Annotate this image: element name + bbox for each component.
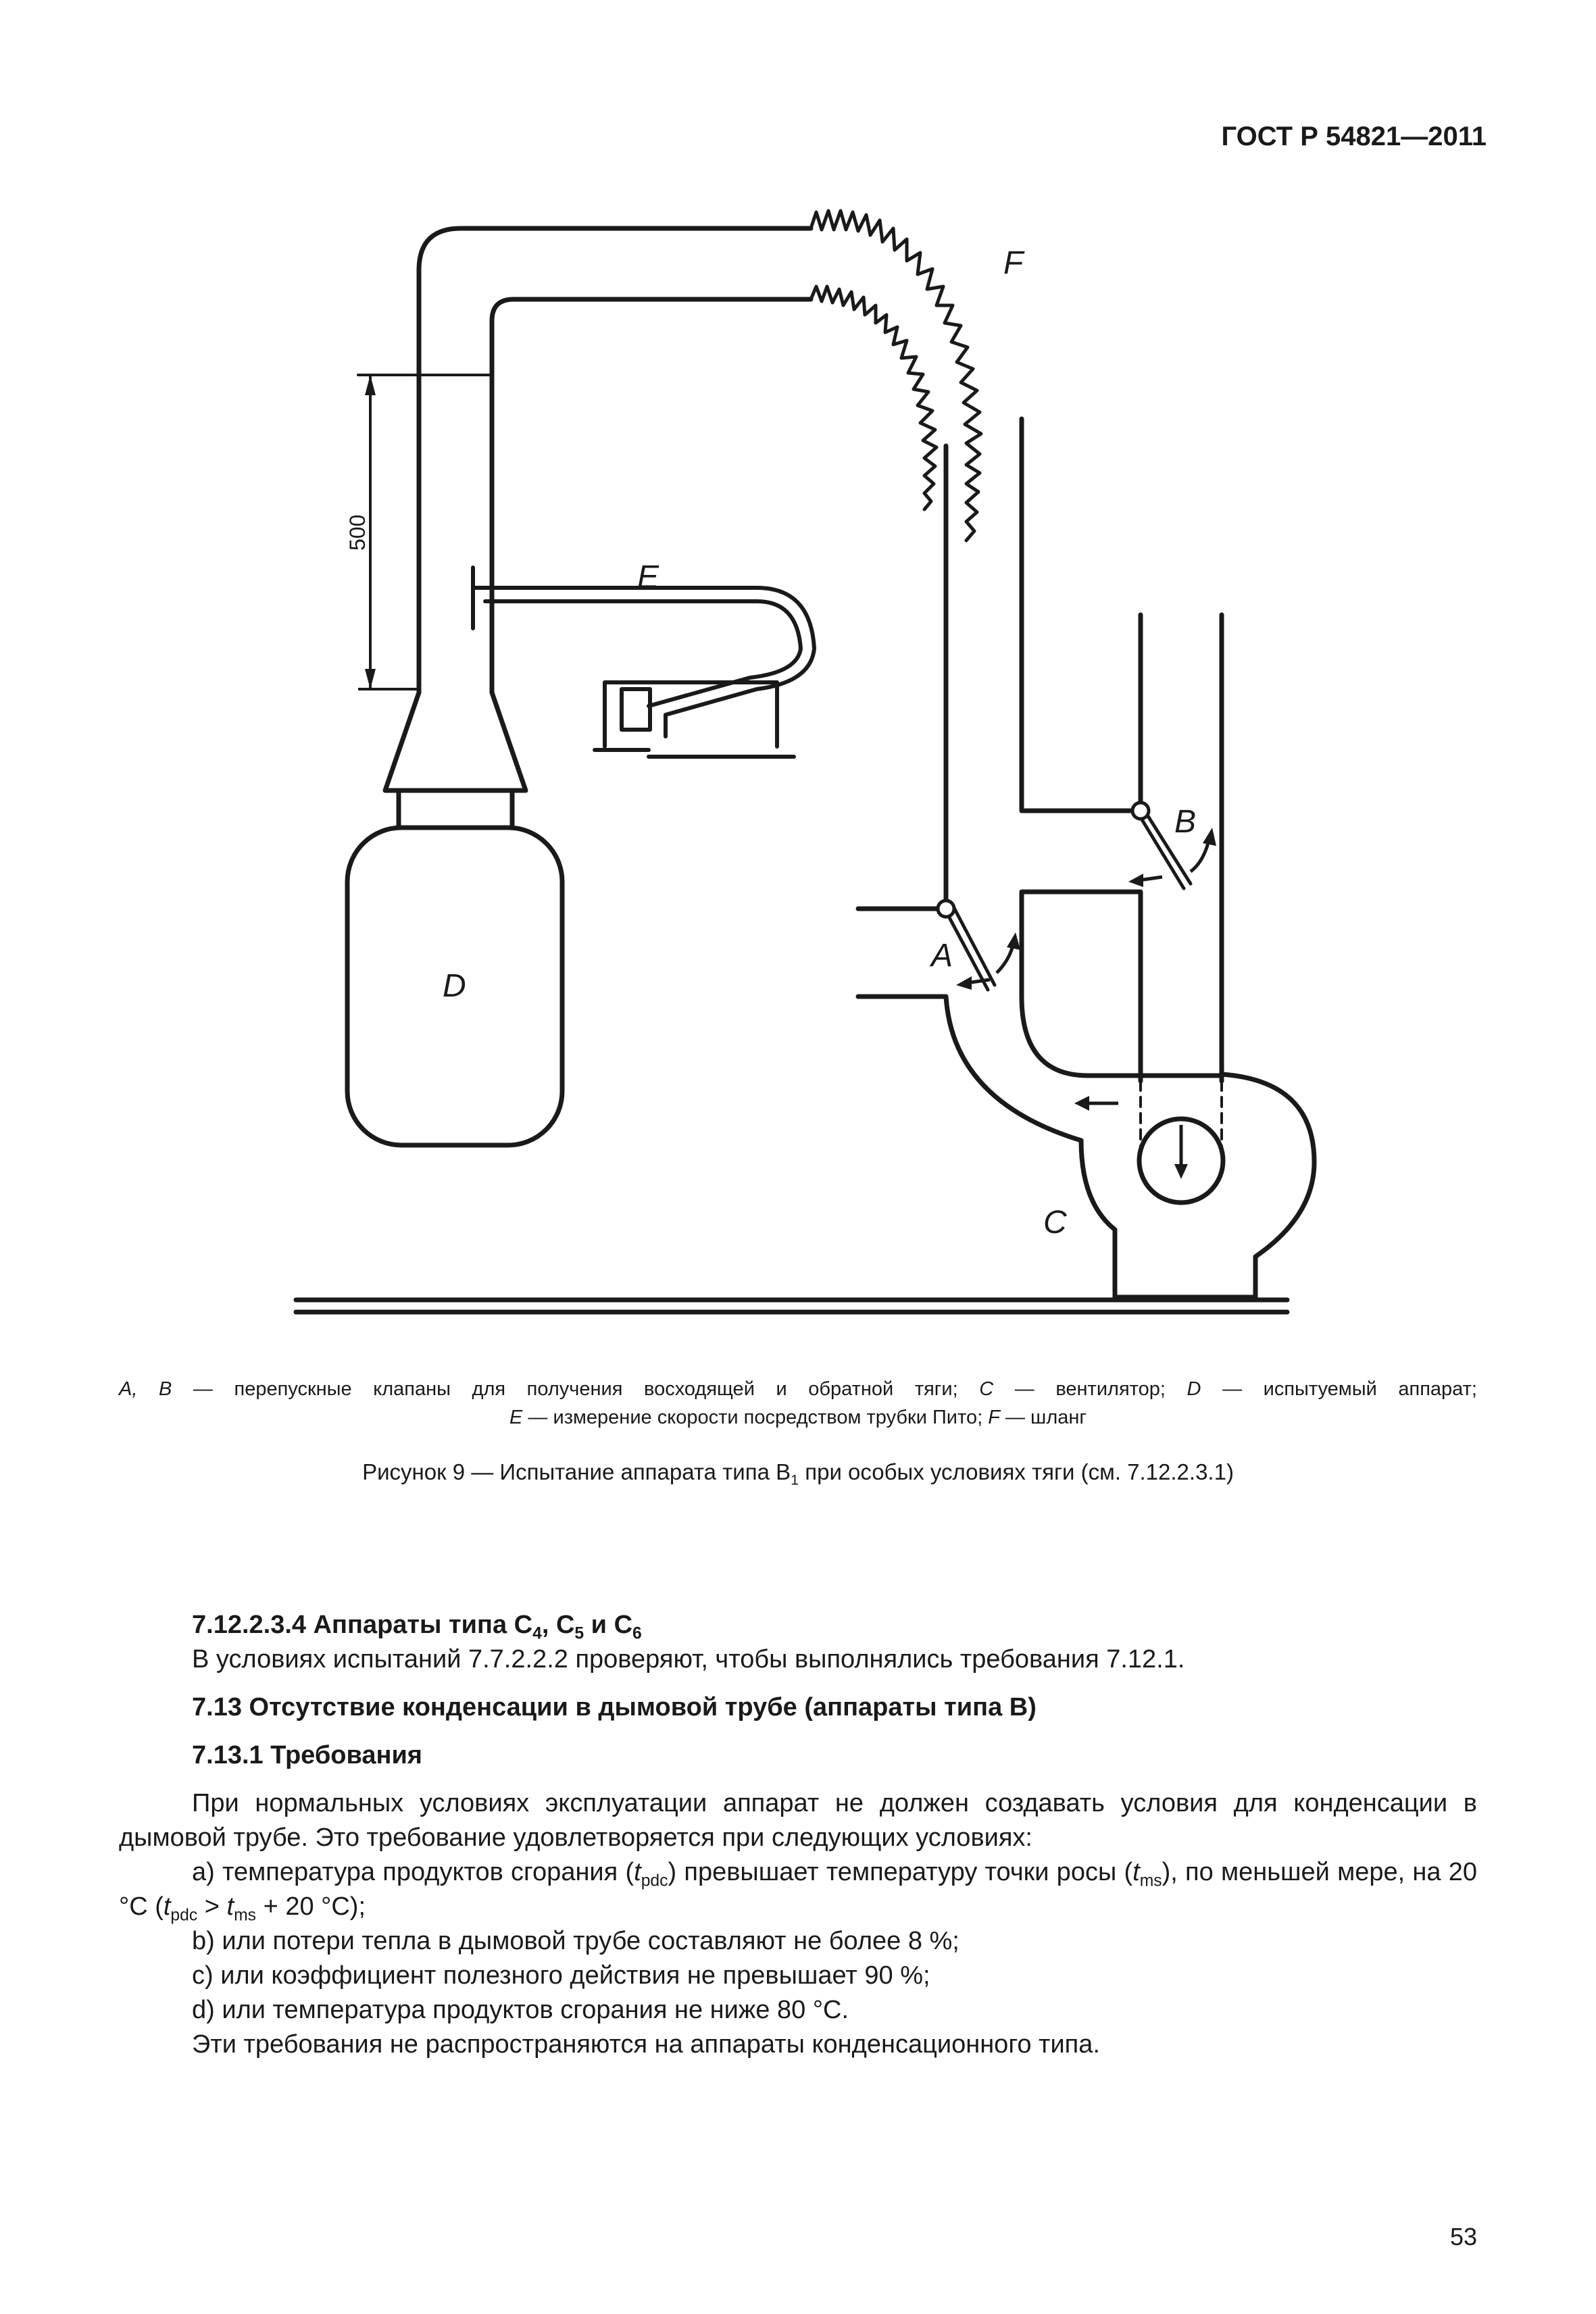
item-a-part-3: ), по меньшей мере, на 20 °С ( [119, 1858, 1477, 1921]
caption-prefix: Рисунок 9 — Испытание аппарата типа В [362, 1459, 791, 1484]
valve-a-blade-2 [953, 905, 995, 985]
legend-text-e: — измерение скорости посредством трубки Пито; [522, 1407, 989, 1428]
item-a-t-2: t [1132, 1858, 1140, 1886]
chimney-inner-wall [492, 299, 811, 693]
heading-sub-4: 4 [532, 1624, 542, 1643]
figure-caption [119, 1459, 1477, 1488]
legend-key-f: F [988, 1407, 1000, 1428]
legend-line-1 [119, 1375, 1477, 1403]
legend-line-2 [119, 1403, 1477, 1432]
label-c: C [1043, 1205, 1067, 1240]
label-a: A [931, 938, 953, 974]
figure-legend [119, 1375, 1477, 1432]
fan-flow-arrow-head [1074, 1096, 1089, 1111]
valve-a-pivot [938, 901, 954, 917]
valve-b-arrow-up-head [1203, 828, 1216, 846]
legend-key-ab: A, B [119, 1378, 172, 1400]
fan-housing [946, 997, 1314, 1297]
list-item-b: b) или потери тепла в дымовой трубе составляют не более 8 %; [192, 1927, 959, 1955]
legend-text-c: — вентилятор; [993, 1378, 1187, 1400]
caption-suffix: при особых условиях тяги (см. 7.12.2.3.1) [799, 1459, 1234, 1484]
label-d: D [443, 968, 466, 1004]
heading-sep-2: и С [584, 1611, 633, 1639]
paragraph-closing: Эти требования не распространяются на аппараты конденсационного типа. [192, 2030, 1100, 2059]
hose-outer [811, 211, 981, 540]
list-item-c: c) или коэффициент полезного действия не превышает 90 %; [192, 1961, 930, 1990]
item-a-sub-pdc-2: pdc [170, 1906, 198, 1925]
appliance-neck [399, 790, 512, 828]
legend-key-d: D [1187, 1378, 1201, 1400]
page-number: 53 [1449, 2223, 1477, 2250]
list-item-a [119, 1855, 1477, 1924]
item-a-t-4: t [226, 1892, 234, 1921]
valve-b-pivot [1132, 803, 1149, 819]
item-a-t-1: t [634, 1858, 641, 1886]
caption-subscript: 1 [791, 1472, 799, 1488]
list-item-d: d) или температура продуктов сгорания не ниже 80 °С. [192, 1996, 849, 2024]
item-a-sub-pdc-1: pdc [641, 1871, 668, 1890]
item-a-part-1: а) температура продуктов сгорания ( [192, 1858, 634, 1886]
label-e: E [637, 559, 659, 595]
legend-text-f: — шланг [999, 1407, 1087, 1428]
dimension-label: 500 [345, 514, 370, 551]
heading-7-12-2-3-4-prefix: 7.12.2.3.4 Аппараты типа С [192, 1611, 533, 1639]
heading-7-13: 7.13 Отсутствие конденсации в дымовой трубе (аппараты типа В) [192, 1693, 1037, 1721]
item-a-part-4: > [197, 1892, 227, 1921]
fan-outlet-duct [1022, 892, 1222, 1076]
paragraph-7-13-1-intro: При нормальных условиях эксплуатации аппарат не должен создавать условия для конденсации в дымовой трубе. Это требование удовлетворяется при следующих условиях: [119, 1789, 1477, 1852]
legend-key-e: E [509, 1407, 523, 1428]
item-a-sub-ms-1: ms [1139, 1871, 1162, 1890]
appliance-cone [385, 693, 526, 790]
label-b: B [1174, 804, 1197, 840]
valve-b-arrow-left-head [1128, 874, 1143, 887]
item-a-part-2: ) превышает температуру точки росы ( [668, 1858, 1133, 1886]
legend-text-d: — испытуемый аппарат; [1201, 1378, 1477, 1400]
hose-inner [811, 286, 937, 509]
item-a-t-3: t [163, 1892, 171, 1921]
valve-a-arrow-left-head [956, 976, 972, 990]
legend-key-c: C [979, 1378, 994, 1400]
item-a-part-5: + 20 °С); [256, 1892, 366, 1921]
heading-sep-1: , С [541, 1611, 575, 1639]
heading-sub-5: 5 [574, 1624, 584, 1643]
paragraph-7-12-2-3-4: В условиях испытаний 7.7.2.2.2 проверяют, чтобы выполнялись требования 7.12.1. [192, 1645, 1185, 1674]
dimension-arrow-bottom [365, 669, 376, 689]
label-f: F [1003, 245, 1024, 281]
pipe-to-valve-b [1022, 419, 1141, 811]
manometer-reservoir [622, 689, 650, 730]
valve-a-arrow-up-head [1007, 932, 1020, 950]
dimension-arrow-top [365, 375, 376, 395]
legend-text-ab: — перепускные клапаны для получения восходящей и обратной тяги; [172, 1378, 980, 1400]
heading-7-13-1: 7.13.1 Требования [192, 1741, 422, 1769]
heading-sub-6: 6 [632, 1624, 642, 1643]
item-a-sub-ms-2: ms [234, 1906, 257, 1925]
impeller-arrow-head [1174, 1164, 1188, 1179]
document-body [119, 1608, 1477, 2062]
document-header: ГОСТ Р 54821—2011 [1221, 122, 1487, 151]
heading-7-12-2-3-4 [119, 1608, 1477, 1642]
